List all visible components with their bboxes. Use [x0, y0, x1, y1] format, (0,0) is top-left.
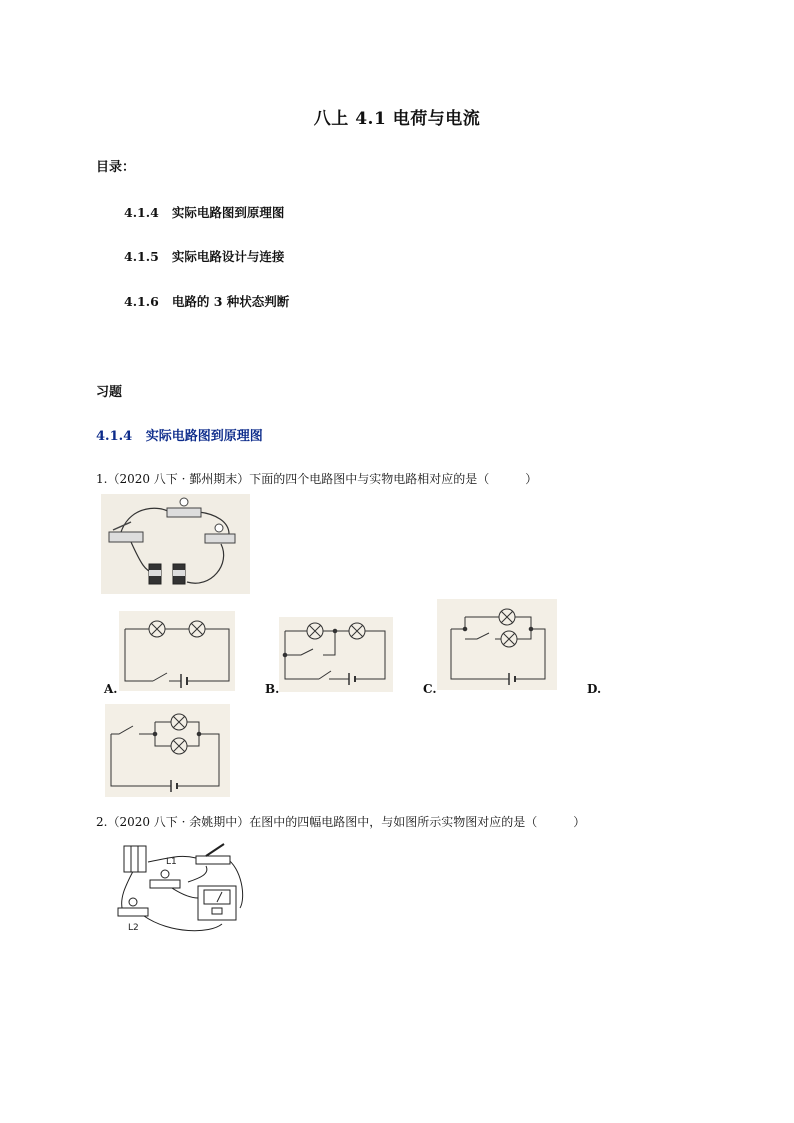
- option-a-label[interactable]: A.: [104, 682, 118, 696]
- option-a-circuit: [119, 611, 235, 691]
- toc-item-number: 4.1.5: [124, 249, 159, 264]
- label-l1: L1: [166, 857, 177, 867]
- label-l2: L2: [128, 923, 139, 933]
- toc-item[interactable]: [124, 292, 289, 310]
- option-b-circuit: [279, 617, 393, 692]
- physical-circuit-image: [101, 494, 250, 594]
- option-b-label[interactable]: B.: [265, 682, 280, 696]
- exercises-heading: 习题: [96, 385, 123, 400]
- physical-circuit-image-2: [110, 838, 250, 936]
- toc-item[interactable]: [124, 247, 284, 265]
- page-title: 八上 4.1 电荷与电流: [313, 109, 481, 129]
- option-d-circuit: [105, 704, 230, 797]
- section-heading: [96, 425, 263, 444]
- question-2-text: 2.（2020 八下 · 余姚期中）在图中的四幅电路图中，与如图所示实物图对应的是（ ）: [96, 815, 586, 829]
- toc-item-text: 电路的 3 种状态判断: [171, 294, 290, 309]
- question-1-text: 1.（2020 八下 · 鄞州期末）下面的四个电路图中与实物电路相对应的是（ ）: [96, 472, 538, 486]
- option-c-label[interactable]: C.: [423, 682, 437, 696]
- toc-item-number: 4.1.6: [124, 294, 159, 309]
- section-number: 4.1.4: [96, 429, 133, 444]
- section-title: 实际电路图到原理图: [145, 429, 263, 444]
- toc-heading: 目录：: [96, 160, 136, 175]
- toc-item-text: 实际电路设计与连接: [171, 249, 285, 264]
- option-d-label[interactable]: D.: [587, 682, 602, 696]
- option-c-circuit: [437, 599, 557, 690]
- toc-item[interactable]: [124, 203, 284, 221]
- toc-item-text: 实际电路图到原理图: [171, 205, 285, 220]
- toc-item-number: 4.1.4: [124, 205, 159, 220]
